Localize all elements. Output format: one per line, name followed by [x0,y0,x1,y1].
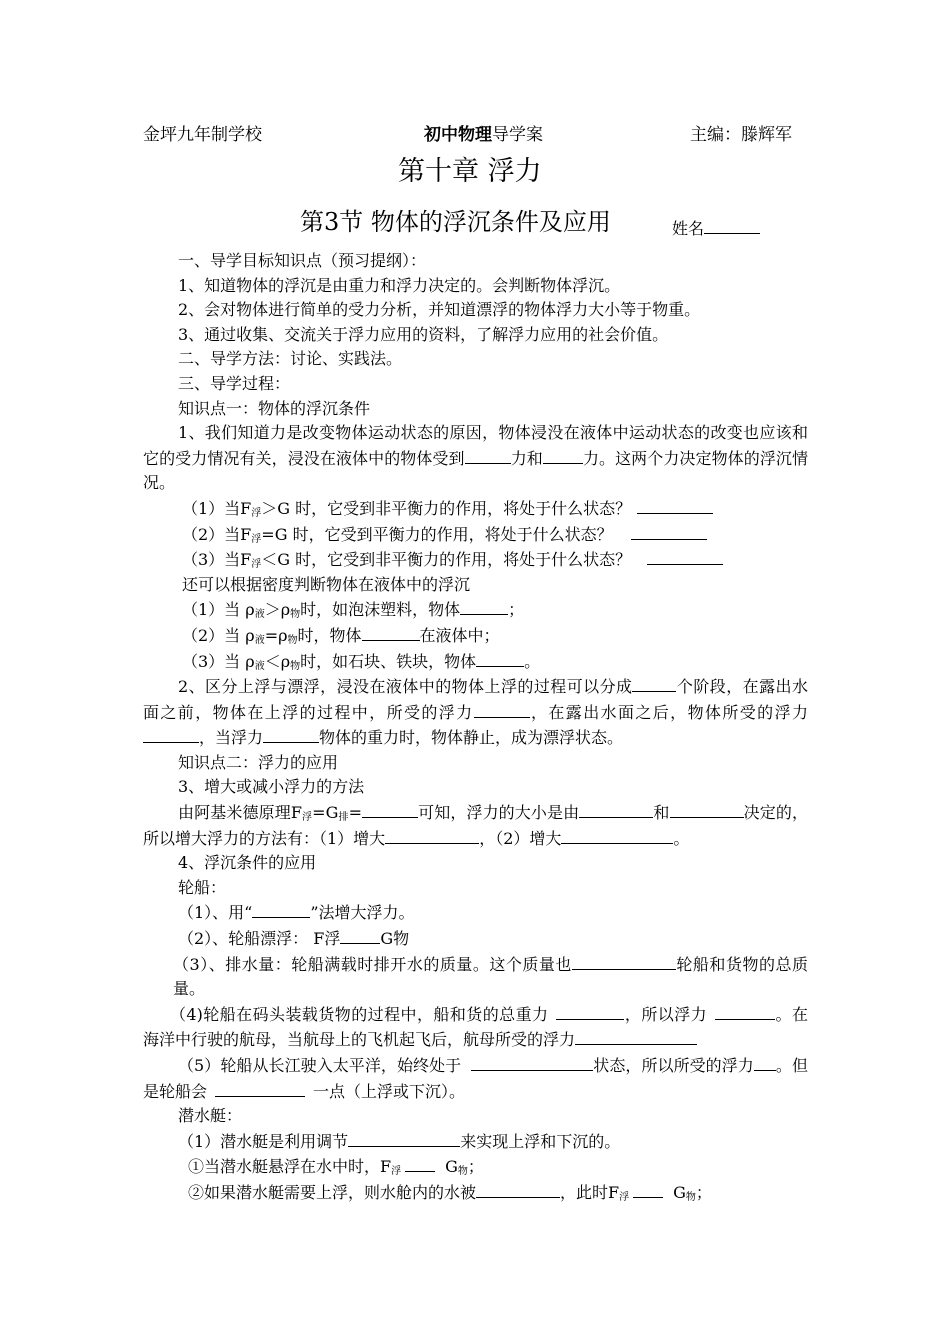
line-submarine-1: （1）潜水艇是利用调节 来实现上浮和下沉的。 [143,1129,808,1155]
blank-ship-float[interactable] [340,926,380,944]
blank-carrier-buoyancy[interactable] [575,1027,697,1045]
blank-density-2[interactable] [362,623,420,641]
blank-suspend[interactable] [405,1154,435,1172]
line-ship-2: （2）、轮船漂浮： F浮 G物 [143,926,808,952]
blank-buoyancy-river[interactable] [754,1053,776,1071]
line-applications: 4、浮沉条件的应用 [178,853,317,873]
line-methods-buoyancy: 3、增大或减小浮力的方法 [178,777,365,797]
line-submarine-heading: 潜水艇： [178,1106,243,1126]
line-process-heading: 三、导学过程： [178,373,291,393]
line-submarine-suspend: ①当潜水艇悬浮在水中时，$F_浮$ $G_物$； [143,1154,808,1180]
line-ship-3: （3）、排水量：轮船满载时排开水的质量。这个质量也 轮船和货物的总质量。 [143,952,808,1002]
blank-stages[interactable] [632,674,676,692]
line-objectives-heading: 一、导学目标知识点（预习提纲）： [178,251,427,270]
blank-density-3[interactable] [476,649,524,667]
subject-rest: 导学案 [492,125,543,145]
name-field[interactable] [672,216,760,240]
line-ship-1: （1）、用“ ”法增大浮力。 [143,900,808,926]
line-methods: 二、导学方法：讨论、实践法。 [178,349,403,369]
paragraph-floating: 2、区分上浮与漂浮，浸没在液体中的物体上浮的过程可以分成 个阶段，在露出水面之前，物体在上浮的过程中，所受的浮力 ，在露出水面之后，物体所受的浮力，当浮力 物体的重力时，物体静止，成为漂浮状态。 [143,674,808,751]
chapter-title: 第十章 浮力 [398,156,542,187]
blank-buoyancy-after[interactable] [143,725,199,743]
blank-buoyancy-change[interactable] [715,1002,775,1020]
subject-title [424,124,543,146]
line-density-intro: 还可以根据密度判断物体在液体中的浮沉 [182,574,471,594]
blank-case-2[interactable] [631,522,707,540]
section-title: 第3节 物体的浮沉条件及应用 [300,208,611,236]
blank-adjust[interactable] [348,1129,460,1147]
blank-displacement[interactable] [572,952,676,970]
blank-rise[interactable] [633,1180,663,1198]
line-case-2: （2）当$F_浮=G$ 时，它受到平衡力的作用，将处于什么状态？ [143,522,808,548]
blank-rise-sink[interactable] [215,1079,305,1097]
line-objective-2: 2、会对物体进行简单的受力分析，并知道漂浮的物体浮力大小等于物重。 [178,300,701,320]
line-knowledge-point-2: 知识点二：浮力的应用 [178,752,339,772]
worksheet-body [143,249,808,1206]
paragraph-archimedes: 由阿基米德原理$F_浮=G_排=$ 可知，浮力的大小是由 和 决定的，所以增大浮力的方法有：（1）增大 ，（2）增大 。 [143,800,808,851]
line-density-3: （3）当 $\rho_液<\rho_物$时，如石块、铁块，物体 。 [143,649,808,675]
blank-total-weight[interactable] [556,1002,624,1020]
paragraph-ship-4: （4)轮船在码头装载货物的过程中，船和货的总重力 ，所以浮力 。在海洋中行驶的航母，当航母上的飞机起飞后，航母所受的浮力 [143,1002,808,1053]
paragraph-ship-5: （5）轮船从长江驶入太平洋，始终处于 状态，所以所受的浮力 。但是轮船会 一点（上浮或下沉）。 [143,1053,808,1104]
blank-case-1[interactable] [637,496,713,514]
line-case-3: （3）当$F_浮<G$ 时，它受到非平衡力的作用，将处于什么状态？ [143,547,808,573]
line-objective-1: 1、知道物体的浮沉是由重力和浮力决定的。会判断物体浮沉。 [178,275,621,295]
blank-buoyancy-before[interactable] [474,700,530,718]
blank-buoyancy-compare[interactable] [263,725,319,743]
line-case-1: （1）当$F_浮>G$ 时，它受到非平衡力的作用，将处于什么状态？ [143,496,808,522]
name-blank[interactable] [704,216,760,234]
line-knowledge-point-1: 知识点一：物体的浮沉条件 [178,398,371,418]
blank-increase-1[interactable] [385,826,479,844]
subject-bold: 初中物理 [424,125,492,145]
blank-increase-2[interactable] [561,826,673,844]
blank-factor-1[interactable] [579,800,653,818]
blank-density-1[interactable] [460,597,508,615]
line-objective-3: 3、通过收集、交流关于浮力应用的资料，了解浮力应用的社会价值。 [178,324,669,344]
blank-force-2[interactable] [543,446,583,464]
line-ship-heading: 轮船： [178,877,227,897]
paragraph-forces: 1、我们知道力是改变物体运动状态的原因，物体浸没在液体中运动状态的改变也应该和它的受力情况有关，浸没在液体中的物体受到 力和 力。这两个力决定物体的浮沉情况。 [143,423,808,493]
blank-factor-2[interactable] [670,800,744,818]
school-name: 金坪九年制学校 [143,125,262,145]
line-density-1: （1）当 $\rho_液>\rho_物$时，如泡沫塑料，物体 ； [143,597,808,623]
name-label: 姓名 [672,219,705,238]
blank-formula[interactable] [362,800,418,818]
blank-state[interactable] [471,1053,593,1071]
blank-water[interactable] [476,1180,560,1198]
editor-name: 主编：滕辉军 [690,125,792,145]
blank-case-3[interactable] [647,547,723,565]
blank-method[interactable] [252,900,310,918]
line-submarine-rise: ②如果潜水艇需要上浮，则水舱内的水被 ，此时$F_浮$ $G_物$； [143,1180,808,1206]
line-density-2: （2）当 $\rho_液=\rho_物$时，物体 在液体中； [143,623,808,649]
blank-force-1[interactable] [465,446,511,464]
